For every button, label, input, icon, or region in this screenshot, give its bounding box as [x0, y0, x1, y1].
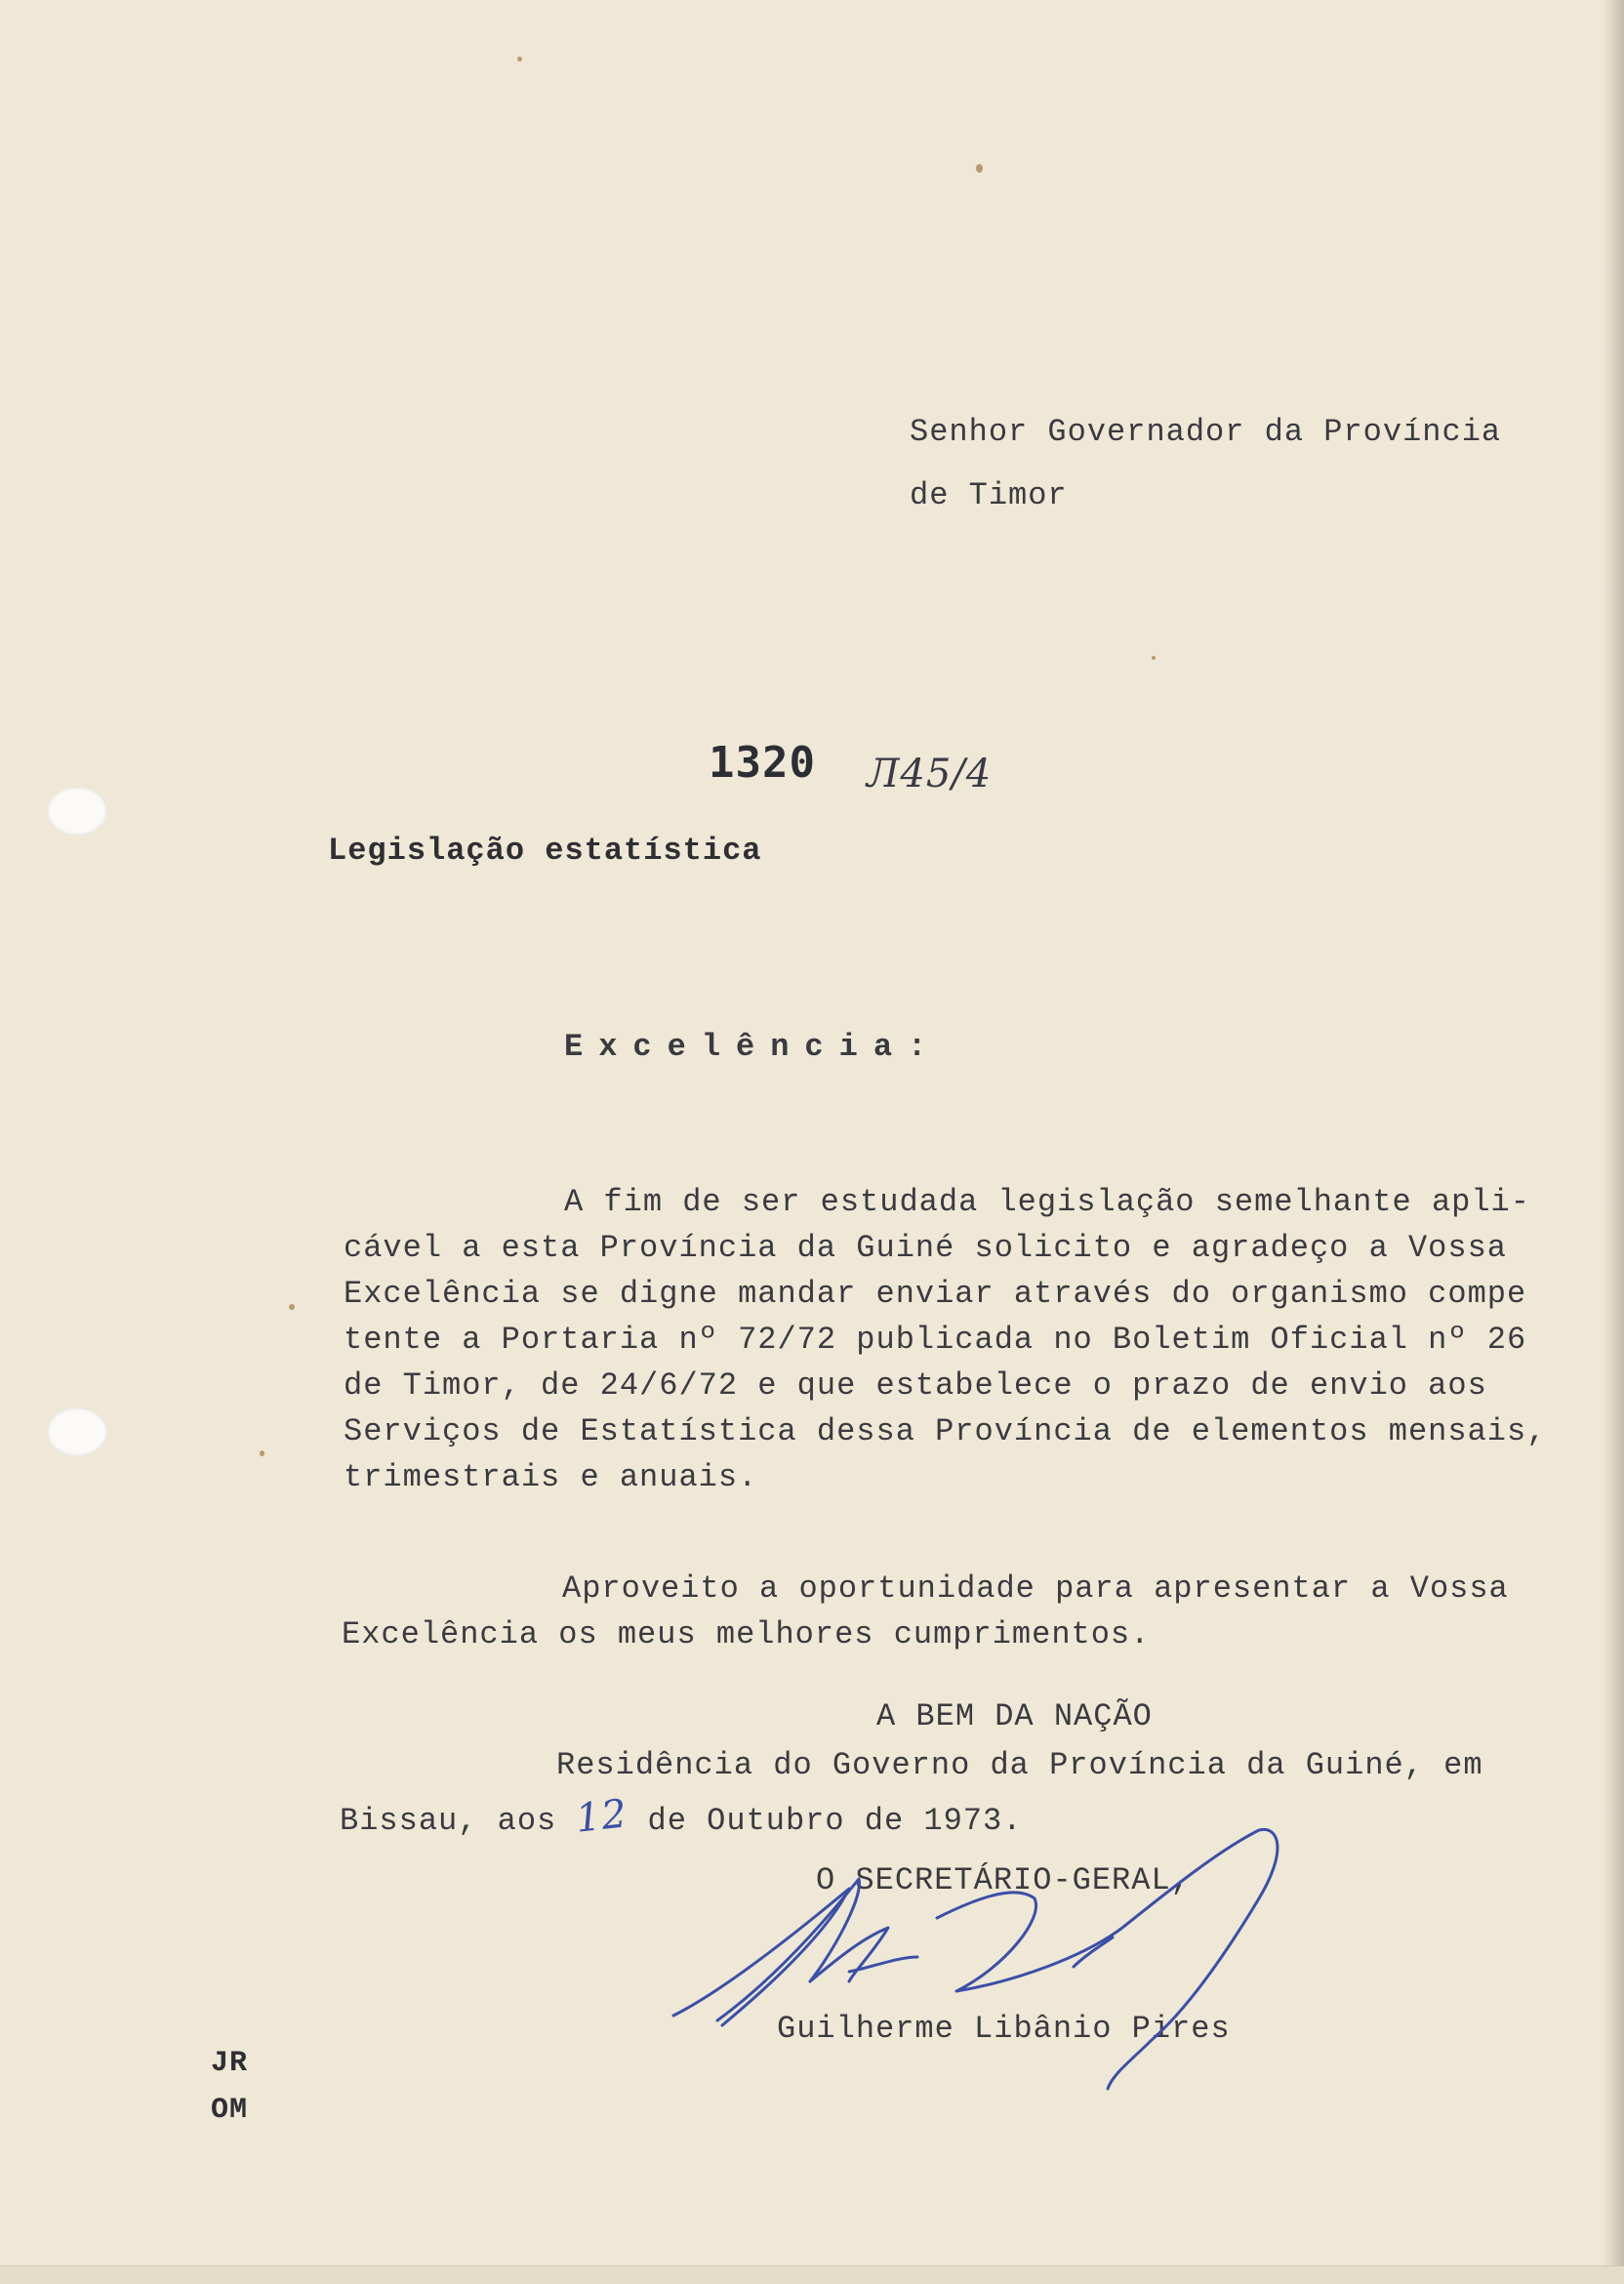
punch-hole-bottom: [47, 1407, 107, 1456]
page-edge-shadow: [1603, 0, 1624, 2284]
paper-speck: [976, 164, 983, 173]
signature-stroke: [810, 1928, 888, 1981]
signature-stroke: [717, 1879, 859, 2020]
body-line: Excelência se digne mandar enviar através do organismo compe: [344, 1276, 1527, 1312]
paper-speck: [289, 1304, 295, 1310]
handwritten-signature: [664, 1811, 1327, 2103]
salutation: Excelência:: [564, 1029, 943, 1065]
reference-handwritten: Л45/4: [867, 752, 993, 796]
body-line: tente a Portaria nº 72/72 publicada no Boletim Oficial nº 26: [344, 1322, 1527, 1358]
signatory-name: Guilherme Libânio Pires: [777, 2011, 1231, 2047]
date-suffix: de Outubro de 1973.: [647, 1803, 1023, 1839]
page-bottom-edge: [0, 2265, 1624, 2284]
signature-stroke: [849, 1957, 917, 1972]
paper-speck: [517, 57, 522, 61]
subject-line: Legislação estatística: [328, 833, 762, 869]
date-prefix: Bissau, aos: [340, 1803, 557, 1839]
body-line: Serviços de Estatística dessa Província de elementos mensais,: [344, 1413, 1547, 1449]
body-paragraph-2: [342, 1566, 1509, 1657]
signature-stroke: [937, 1829, 1278, 2089]
addressee-line-1: Senhor Governador da Província: [910, 414, 1502, 450]
reference-stamp-number: 1320: [709, 738, 816, 788]
initials-line: OM: [211, 2094, 249, 2127]
initials-line: JR: [211, 2047, 249, 2080]
body-line: cável a esta Província da Guiné solicito e agradeço a Vossa: [344, 1230, 1507, 1266]
body-line: A fim de ser estudada legislação semelhante apli-: [564, 1184, 1530, 1220]
closing-motto: A BEM DA NAÇÃO: [876, 1698, 1153, 1734]
date-day-handwritten: 12: [574, 1791, 630, 1842]
body-paragraph-1: [344, 1179, 1546, 1500]
body-line: Aproveito a oportunidade para apresentar a Vossa: [562, 1570, 1509, 1607]
body-line: trimestrais e anuais.: [344, 1459, 758, 1495]
body-line: Excelência os meus melhores cumprimentos.: [342, 1616, 1151, 1652]
signature-stroke: [673, 1889, 849, 2025]
body-line: de Timor, de 24/6/72 e que estabelece o prazo de envio aos: [344, 1367, 1487, 1404]
closing-place-line: Residência do Governo da Província da Guiné, em: [556, 1747, 1483, 1783]
signatory-title: O SECRETÁRIO-GERAL,: [816, 1862, 1191, 1898]
paper-speck: [260, 1450, 264, 1456]
punch-hole-top: [47, 787, 107, 836]
addressee-line-2: de Timor: [910, 477, 1068, 513]
paper-speck: [1152, 656, 1156, 660]
